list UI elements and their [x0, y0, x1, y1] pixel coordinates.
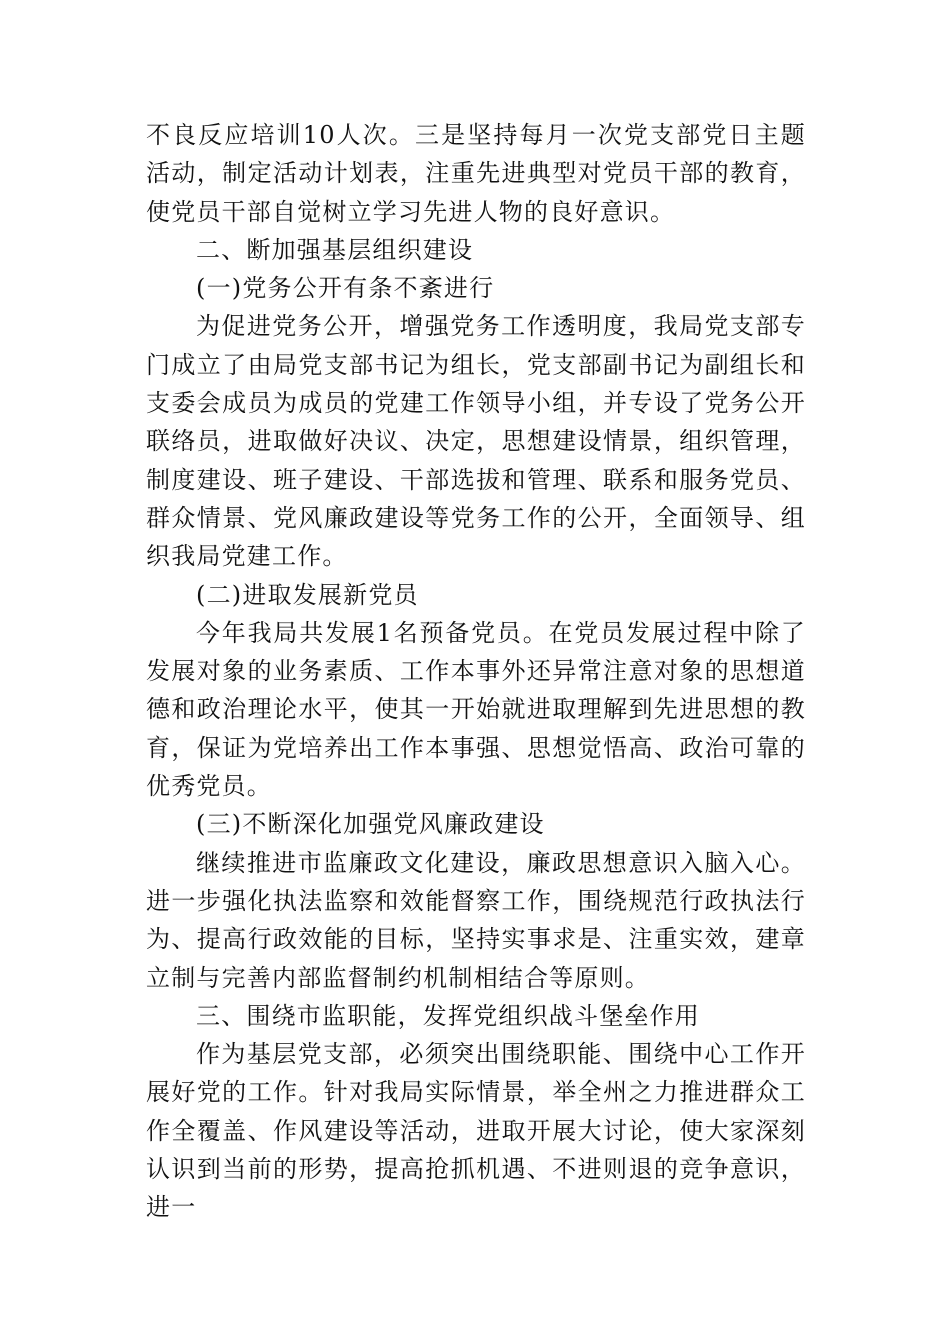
subsection-heading-2: (二)进取发展新党员 — [196, 580, 419, 609]
body-paragraph: 为促进党务公开，增强党务工作透明度，我局党支部专门成立了由局党支部书记为组长，党支部副书记为副组长和支委会成员为成员的党建工作领导小组，并专设了党务公开联络员，进取做好决议、决定，思想建设情景，组织管理，制度建设、班子建设、干部选拔和管理、联系和服务党员、群众情景、党风廉政建设等党务工作的公开，全面领导、组织我局党建工作。 — [146, 312, 806, 571]
subsection-heading-1: (一)党务公开有条不紊进行 — [196, 274, 495, 303]
subsection-heading-3: (三)不断深化加强党风廉政建设 — [196, 810, 545, 839]
section-heading-2: 二、断加强基层组织建设 — [196, 235, 474, 264]
section-heading-3: 三、围绕市监职能，发挥党组织战斗堡垒作用 — [196, 1001, 700, 1030]
document-body — [146, 116, 806, 1227]
body-paragraph: 作为基层党支部，必须突出围绕职能、围绕中心工作开展好党的工作。针对我局实际情景，举全州之力推进群众工作全覆盖、作风建设等活动，进取开展大讨论，使大家深刻认识到当前的形势，提高抢抓机遇、不进则退的竞争意识，进一 — [146, 1040, 806, 1222]
body-paragraph: 今年我局共发展1名预备党员。在党员发展过程中除了发展对象的业务素质、工作本事外还异常注意对象的思想道德和政治理论水平，使其一开始就进取理解到先进思想的教育，保证为党培养出工作本事强、思想觉悟高、政治可靠的优秀党员。 — [146, 618, 806, 801]
paragraph-continuation: 不良反应培训10人次。三是坚持每月一次党支部党日主题活动，制定活动计划表，注重先进典型对党员干部的教育，使党员干部自觉树立学习先进人物的良好意识。 — [146, 121, 806, 226]
body-paragraph: 继续推进市监廉政文化建设，廉政思想意识入脑入心。进一步强化执法监察和效能督察工作，围绕规范行政执法行为、提高行政效能的目标，坚持实事求是、注重实效，建章立制与完善内部监督制约机制相结合等原则。 — [146, 848, 806, 992]
